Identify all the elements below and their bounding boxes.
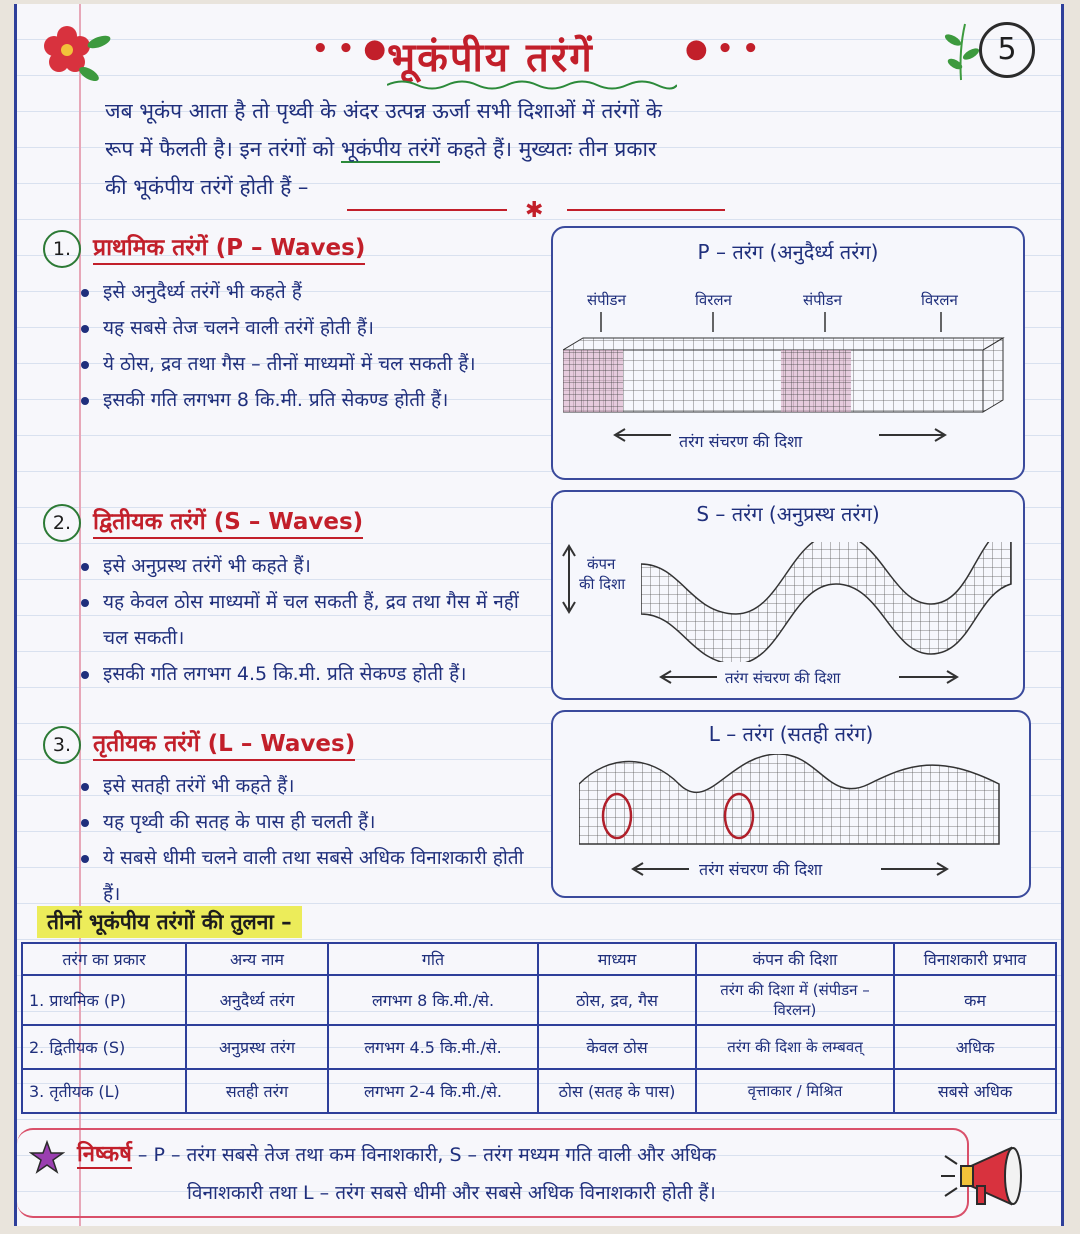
label-rarefaction: विरलन	[921, 291, 958, 309]
l-wave-block	[579, 754, 1009, 854]
flower-icon	[37, 18, 117, 88]
direction-label: तरंग संचरण की दिशा	[725, 669, 841, 687]
diagram-title: P – तरंग (अनुदैर्ध्य तरंग)	[697, 240, 879, 264]
section-number: 1.	[43, 230, 81, 268]
table-cell: 3. तृतीयक (L)	[22, 1069, 186, 1113]
bullet: इसे अनुदैर्ध्य तरंगें भी कहते हैं	[77, 274, 543, 310]
table-header-row	[22, 943, 1056, 975]
conclusion-line-2: विनाशकारी तथा L – तरंग सबसे धीमी और सबसे अधिक विनाशकारी होती हैं।	[187, 1182, 716, 1204]
bullet: इसकी गति लगभग 4.5 कि.मी. प्रति सेकण्ड होती हैं।	[77, 656, 543, 692]
table-cell: अधिक	[894, 1025, 1056, 1069]
intro-term: भूकंपीय तरंगें	[340, 137, 441, 161]
bullet: इसकी गति लगभग 8 कि.मी. प्रति सेकण्ड होती हैं।	[77, 382, 543, 418]
table-cell: अनुदैर्ध्य तरंग	[186, 975, 328, 1025]
table-cell: ठोस (सतह के पास)	[538, 1069, 696, 1113]
title-dots-left: • • ●	[312, 34, 387, 64]
section-number: 3.	[43, 726, 81, 764]
table-cell: सबसे अधिक	[894, 1069, 1056, 1113]
bullet: ये सबसे धीमी चलने वाली तथा सबसे अधिक विनाशकारी होती हैं।	[77, 840, 543, 912]
page-title: भूकंपीय तरंगें	[387, 35, 594, 81]
conclusion-label: निष्कर्ष	[77, 1142, 132, 1167]
vibration-label: की दिशा	[579, 575, 626, 593]
section-number: 2.	[43, 504, 81, 542]
direction-label: तरंग संचरण की दिशा	[699, 860, 823, 879]
intro-paragraph	[105, 92, 1005, 206]
page-number: 5	[979, 22, 1035, 78]
p-wave-block	[563, 310, 1013, 420]
table-row	[22, 1025, 1056, 1069]
column-header: कंपन की दिशा	[696, 943, 894, 975]
diagram-title: L – तरंग (सतही तरंग)	[708, 722, 874, 746]
title-dots-right: ● • •	[685, 34, 760, 64]
table-cell: लगभग 4.5 कि.मी./से.	[328, 1025, 538, 1069]
table-cell: तरंग की दिशा में (संपीडन – विरलन)	[696, 975, 894, 1025]
column-header: विनाशकारी प्रभाव	[894, 943, 1056, 975]
vibration-arrow	[561, 544, 577, 614]
comparison-heading: तीनों भूकंपीय तरंगों की तुलना –	[37, 906, 302, 938]
section-heading: प्राथमिक तरंगें (P – Waves)	[93, 235, 365, 265]
bullet: यह पृथ्वी की सतह के पास ही चलती हैं।	[77, 804, 543, 840]
conclusion-text	[77, 1136, 937, 1212]
title-underline	[387, 78, 677, 92]
table-cell: कम	[894, 975, 1056, 1025]
table-row	[22, 1069, 1056, 1113]
table-cell: लगभग 2-4 कि.मी./से.	[328, 1069, 538, 1113]
p-wave-diagram	[551, 226, 1025, 480]
section-heading: तृतीयक तरंगें (L – Waves)	[93, 731, 355, 761]
star-icon	[29, 1140, 65, 1176]
leaf-icon	[941, 20, 981, 82]
section-heading: द्वितीयक तरंगें (S – Waves)	[93, 509, 363, 539]
bullet: यह सबसे तेज चलने वाली तरंगें होती हैं।	[77, 310, 543, 346]
svg-text:✱: ✱	[525, 200, 544, 220]
megaphone-icon	[941, 1142, 1041, 1212]
arrow-right	[879, 862, 949, 876]
table-cell: अनुप्रस्थ तरंग	[186, 1025, 328, 1069]
bullet: इसे अनुप्रस्थ तरंगें भी कहते हैं।	[77, 548, 543, 584]
column-header: माध्यम	[538, 943, 696, 975]
bullet: ये ठोस, द्रव तथा गैस – तीनों माध्यमों में चल सकती हैं।	[77, 346, 543, 382]
diagram-title: S – तरंग (अनुप्रस्थ तरंग)	[696, 502, 880, 526]
table-cell: तरंग की दिशा के लम्बवत्	[696, 1025, 894, 1069]
s-wave-block	[641, 542, 1021, 662]
l-wave-diagram	[551, 710, 1031, 898]
column-header: तरंग का प्रकार	[22, 943, 186, 975]
arrow-left	[659, 670, 719, 684]
arrow-right	[897, 670, 959, 684]
conclusion-line-1: – P – तरंग सबसे तेज तथा कम विनाशकारी, S – तरंग मध्यम गति वाली और अधिक	[137, 1144, 717, 1166]
table-cell: सतही तरंग	[186, 1069, 328, 1113]
table-row	[22, 975, 1056, 1025]
column-header: अन्य नाम	[186, 943, 328, 975]
arrow-left	[613, 428, 673, 442]
arrow-right	[877, 428, 947, 442]
section-p-waves	[43, 230, 543, 418]
table-cell: लगभग 8 कि.मी./से.	[328, 975, 538, 1025]
direction-label: तरंग संचरण की दिशा	[679, 432, 803, 451]
label-compression: संपीडन	[803, 291, 842, 309]
intro-line-2a: रूप में फैलती है। इन तरंगों को	[105, 137, 335, 161]
table-cell: वृत्ताकार / मिश्रित	[696, 1069, 894, 1113]
arrow-left	[631, 862, 691, 876]
label-rarefaction: विरलन	[695, 291, 732, 309]
section-s-waves	[43, 504, 543, 692]
bullet: इसे सतही तरंगें भी कहते हैं।	[77, 768, 543, 804]
table-cell: ठोस, द्रव, गैस	[538, 975, 696, 1025]
intro-line-1: जब भूकंप आता है तो पृथ्वी के अंदर उत्पन्न ऊर्जा सभी दिशाओं में तरंगों के	[105, 99, 662, 123]
intro-line-3: की भूकंपीय तरंगें होती हैं –	[105, 175, 309, 199]
comparison-table	[21, 942, 1057, 1114]
label-compression: संपीडन	[587, 291, 626, 309]
divider	[347, 200, 727, 220]
notebook-page	[14, 4, 1064, 1226]
bullet: यह केवल ठोस माध्यमों में चल सकती हैं, द्रव तथा गैस में नहीं चल सकती।	[77, 584, 543, 656]
table-cell: 2. द्वितीयक (S)	[22, 1025, 186, 1069]
vibration-label: कंपन	[587, 555, 616, 573]
s-wave-diagram	[551, 490, 1025, 700]
section-l-waves	[43, 726, 543, 912]
column-header: गति	[328, 943, 538, 975]
intro-line-2c: कहते हैं। मुख्यतः तीन प्रकार	[447, 137, 657, 161]
table-cell: 1. प्राथमिक (P)	[22, 975, 186, 1025]
table-cell: केवल ठोस	[538, 1025, 696, 1069]
